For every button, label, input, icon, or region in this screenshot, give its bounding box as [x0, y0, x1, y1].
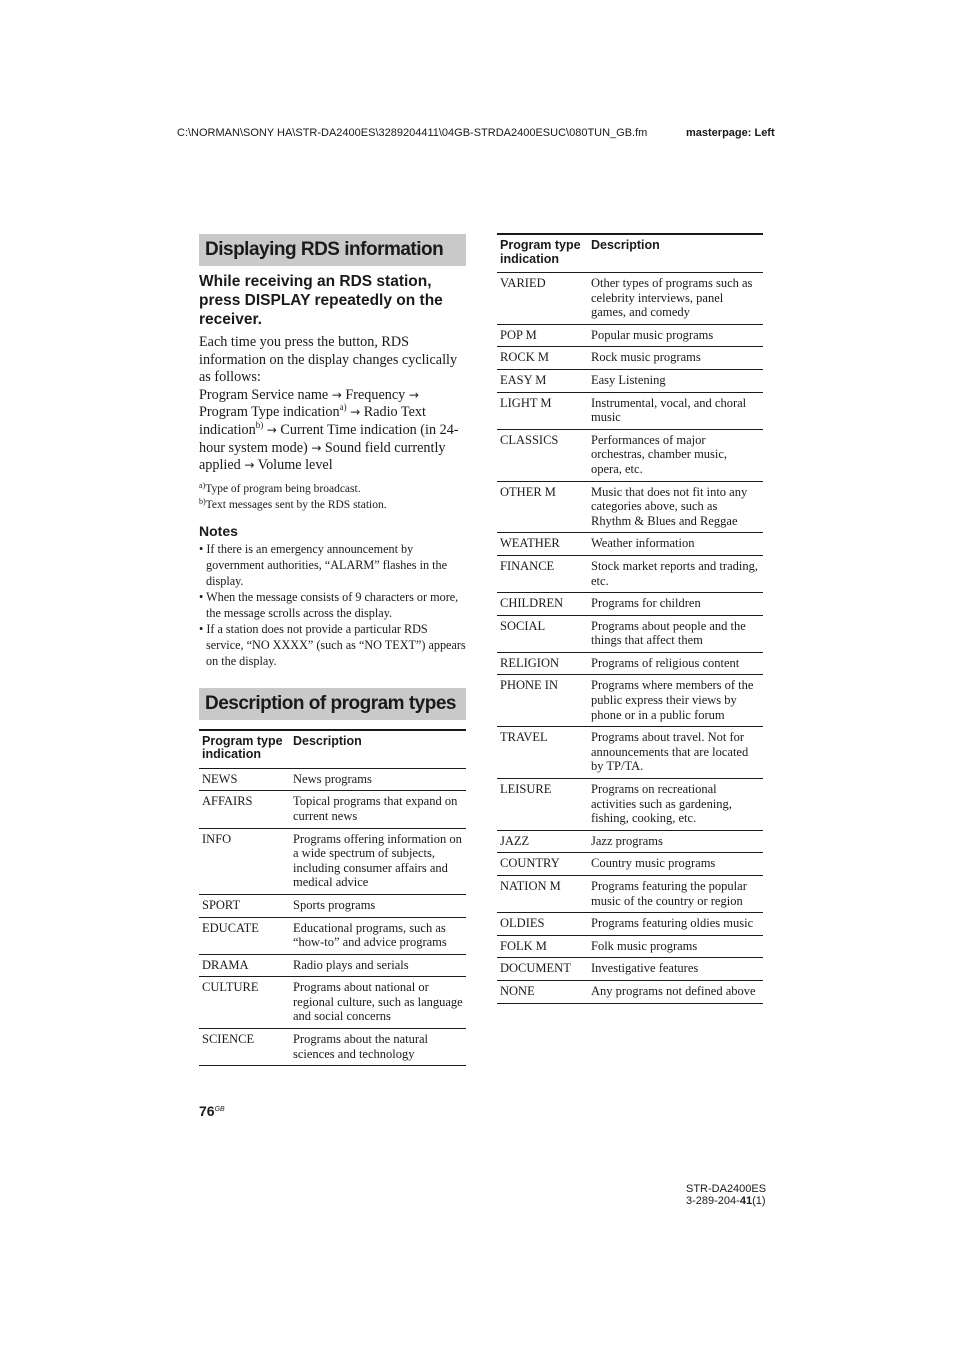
seq-program-type: Program Type indication	[199, 404, 340, 421]
table-row	[497, 392, 763, 429]
table-row	[497, 830, 763, 853]
program-type-description: Programs about travel. Not for announcements that are located by TP/TA.	[588, 727, 763, 779]
arrow-right-icon: →	[331, 387, 342, 402]
table-row	[497, 876, 763, 913]
right-column	[497, 233, 763, 1004]
table-row	[497, 853, 763, 876]
rds-intro: Each time you press the button, RDS information on the display changes cyclically as follows:	[199, 334, 458, 386]
table-row	[497, 555, 763, 592]
program-types-table-left	[199, 729, 466, 1067]
program-type-code: TRAVEL	[497, 727, 588, 779]
program-type-description: Performances of major orchestras, chamber music, opera, etc.	[588, 429, 763, 481]
program-type-code: DRAMA	[199, 954, 290, 977]
program-type-code: EDUCATE	[199, 917, 290, 954]
table-row	[497, 913, 763, 936]
program-type-code: PHONE IN	[497, 675, 588, 727]
table-row	[497, 980, 763, 1003]
program-type-description: Programs where members of the public express their views by phone or in a public forum	[588, 675, 763, 727]
program-type-description: Sports programs	[290, 894, 466, 917]
table-row	[497, 958, 763, 981]
program-type-code: RELIGION	[497, 652, 588, 675]
seq-frequency: Frequency	[345, 386, 406, 403]
program-type-code: ROCK M	[497, 347, 588, 370]
program-type-description: Radio plays and serials	[290, 954, 466, 977]
table-row	[497, 324, 763, 347]
table-row	[199, 977, 466, 1029]
table-row	[199, 828, 466, 894]
section-title-program-types: Description of program types	[199, 688, 466, 720]
program-type-description: Easy Listening	[588, 369, 763, 392]
table-row	[199, 1029, 466, 1066]
program-type-code: FINANCE	[497, 555, 588, 592]
footnote-mark-b: b)	[255, 419, 264, 430]
seq-program-service-name: Program Service name	[199, 386, 329, 403]
program-type-code: POP M	[497, 324, 588, 347]
program-type-code: SOCIAL	[497, 615, 588, 652]
program-type-description: Programs offering information on a wide spectrum of subjects, including consumer affairs and medical advice	[290, 828, 466, 894]
footer-code: 3-289-204-41(1)	[686, 1195, 766, 1207]
table-row	[497, 273, 763, 325]
page-number: $76_{GB}$	[199, 1103, 225, 1119]
table-row	[497, 347, 763, 370]
program-type-description: Other types of programs such as celebrity interviews, panel games, and comedy	[588, 273, 763, 325]
program-type-description: Educational programs, such as “how-to” and advice programs	[290, 917, 466, 954]
program-type-code: CLASSICS	[497, 429, 588, 481]
rds-subheading: While receiving an RDS station, press DISPLAY repeatedly on the receiver.	[199, 273, 443, 328]
column-header-type: Program type indication	[199, 730, 290, 769]
program-type-description: Stock market reports and trading, etc.	[588, 555, 763, 592]
column-header-description: Description	[588, 234, 763, 273]
table-row	[497, 675, 763, 727]
footer-model: STR-DA2400ES	[686, 1183, 767, 1195]
seq-current-time: Current Time indication (in 24-hour system mode)	[199, 421, 459, 456]
left-column	[199, 234, 466, 1066]
table-row	[497, 727, 763, 779]
program-type-description: Programs on recreational activities such as gardening, fishing, cooking, etc.	[588, 779, 763, 831]
rds-sequence	[199, 387, 466, 475]
footnotes	[199, 481, 466, 513]
footnote: $^{a)}$Type of program being broadcast.	[199, 480, 361, 495]
program-type-code: NEWS	[199, 768, 290, 791]
program-type-description: Music that does not fit into any categories above, such as Rhythm & Blues and Reggae	[588, 481, 763, 533]
footnote: $^{b)}$Text messages sent by the RDS station.	[199, 496, 387, 511]
table-row	[497, 533, 763, 556]
program-type-description: Programs featuring oldies music	[588, 913, 763, 936]
program-type-description: Programs about the natural sciences and technology	[290, 1029, 466, 1066]
arrow-right-icon: →	[350, 405, 361, 420]
program-type-code: LIGHT M	[497, 392, 588, 429]
notes-list	[199, 541, 466, 669]
program-type-code: COUNTRY	[497, 853, 588, 876]
arrow-right-icon: →	[408, 387, 419, 402]
note-item: • If a station does not provide a particular RDS service, “NO XXXX” (such as “NO TEXT”) appears on the display.	[199, 621, 466, 668]
program-type-code: WEATHER	[497, 533, 588, 556]
table-row	[497, 429, 763, 481]
program-type-description: Programs of religious content	[588, 652, 763, 675]
program-type-code: JAZZ	[497, 830, 588, 853]
table-row	[497, 779, 763, 831]
notes-title: Notes	[199, 522, 238, 539]
program-type-description: Instrumental, vocal, and choral music	[588, 392, 763, 429]
program-type-description: Programs about people and the things that affect them	[588, 615, 763, 652]
column-header-type: Program type indication	[497, 234, 588, 273]
program-type-description: Jazz programs	[588, 830, 763, 853]
note-item: • If there is an emergency announcement by government authorities, “ALARM” flashes in the display.	[199, 541, 447, 588]
column-header-description: Description	[290, 730, 466, 769]
header-masterpage: masterpage: Left	[686, 127, 775, 139]
note-item: • When the message consists of 9 characters or more, the message scrolls across the display.	[199, 589, 459, 620]
seq-radio-text: Radio Text indication	[199, 404, 426, 438]
program-type-code: SCIENCE	[199, 1029, 290, 1066]
program-type-description: Country music programs	[588, 853, 763, 876]
table-row	[497, 652, 763, 675]
table-body	[199, 768, 466, 1066]
arrow-right-icon: →	[311, 440, 322, 455]
program-type-description: Topical programs that expand on current news	[290, 791, 466, 828]
table-row	[497, 615, 763, 652]
program-type-code: CHILDREN	[497, 593, 588, 616]
program-type-description: News programs	[290, 768, 466, 791]
program-type-code: AFFAIRS	[199, 791, 290, 828]
program-type-description: Any programs not defined above	[588, 980, 763, 1003]
program-types-table-right	[497, 233, 763, 1004]
program-type-code: FOLK M	[497, 935, 588, 958]
seq-volume-level: Volume level	[257, 457, 333, 474]
program-type-code: INFO	[199, 828, 290, 894]
program-type-description: Programs featuring the popular music of the country or region	[588, 876, 763, 913]
arrow-right-icon: →	[266, 422, 277, 437]
header-file-path: C:\NORMAN\SONY HA\STR-DA2400ES\3289204411\04GB-STRDA2400ESUC\080TUN_GB.fm	[177, 127, 648, 139]
seq-sound-field: Sound field currently applied	[199, 439, 446, 474]
program-type-code: EASY M	[497, 369, 588, 392]
table-body	[497, 273, 763, 1004]
table-row	[199, 894, 466, 917]
table-row	[199, 954, 466, 977]
table-row	[497, 593, 763, 616]
program-type-description: Popular music programs	[588, 324, 763, 347]
program-type-description: Weather information	[588, 533, 763, 556]
footnote-mark-a: a)	[339, 402, 347, 413]
program-type-code: CULTURE	[199, 977, 290, 1029]
program-type-code: SPORT	[199, 894, 290, 917]
program-type-code: NONE	[497, 980, 588, 1003]
program-type-code: LEISURE	[497, 779, 588, 831]
program-type-description: Investigative features	[588, 958, 763, 981]
section-title-rds: Displaying RDS information	[199, 234, 466, 266]
program-type-description: Programs about national or regional culture, such as language and social concerns	[290, 977, 466, 1029]
program-type-description: Programs for children	[588, 593, 763, 616]
table-row	[199, 917, 466, 954]
program-type-code: OTHER M	[497, 481, 588, 533]
program-type-code: NATION M	[497, 876, 588, 913]
table-row	[497, 481, 763, 533]
program-type-description: Rock music programs	[588, 347, 763, 370]
arrow-right-icon: →	[244, 458, 255, 473]
table-row	[199, 768, 466, 791]
program-type-code: DOCUMENT	[497, 958, 588, 981]
program-type-description: Folk music programs	[588, 935, 763, 958]
program-type-code: OLDIES	[497, 913, 588, 936]
footer-model-code	[686, 1183, 766, 1207]
table-row	[497, 935, 763, 958]
table-row	[199, 791, 466, 828]
program-type-code: VARIED	[497, 273, 588, 325]
table-row	[497, 369, 763, 392]
